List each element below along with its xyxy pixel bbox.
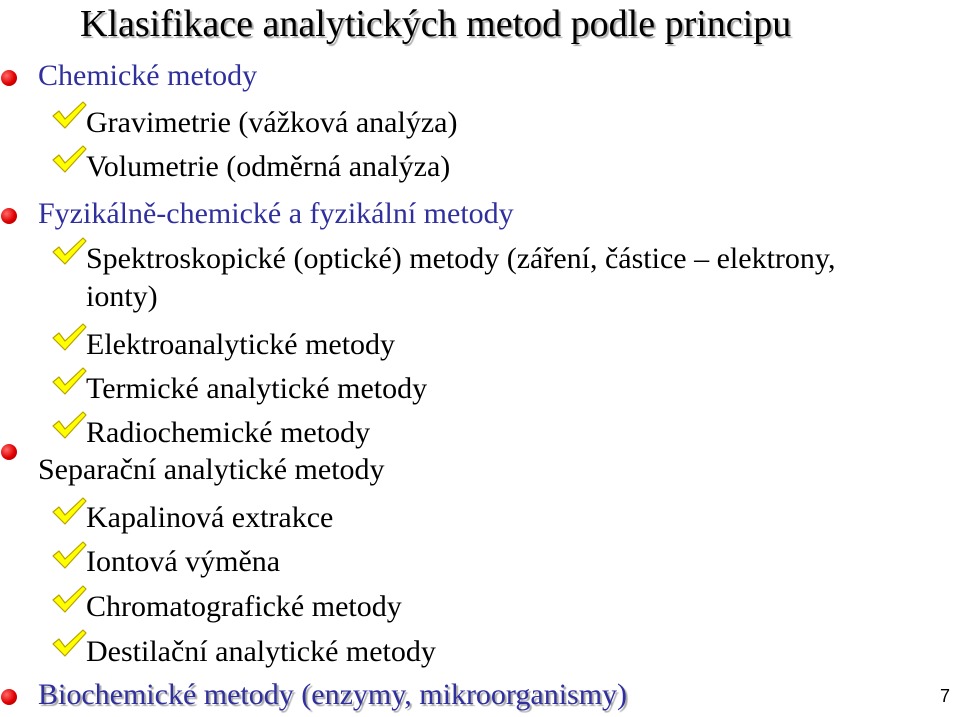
page-number: 7 [939,686,950,706]
checkmark-icon [50,540,88,570]
list-item: Chromatografické metody [86,590,402,623]
checkmark-icon [50,496,88,526]
checkmark-icon [50,236,88,266]
list-item: Iontová výměna [86,545,281,578]
checkmark-icon [50,410,88,440]
checkmark-icon [50,100,88,130]
list-item: Termické analytické metody [86,372,428,405]
slide-title: Klasifikace analytických metod podle principu [80,3,792,45]
checkmark-icon [50,366,88,396]
red-ball-bullet-icon [1,689,17,705]
checkmark-icon [50,628,88,658]
list-item: Destilační analytické metody [86,635,436,668]
section-chemicke [38,58,257,94]
section-fyzikalne-chemicke [38,196,514,232]
list-item: Volumetrie (odměrná analýza) [86,150,451,183]
red-ball-bullet-icon [1,208,17,224]
section-biochemicke [38,677,627,713]
section-label: Fyzikálně-chemické a fyzikální metody [38,197,514,230]
list-item: Spektroskopické (optické) metody (záření, částice – elektrony, [86,242,836,275]
red-ball-bullet-icon [1,444,17,460]
list-item: Gravimetrie (vážková analýza) [86,106,458,139]
section-label: Separační analytické metody [38,453,385,486]
checkmark-icon [50,144,88,174]
list-item: Elektroanalytické metody [86,328,396,361]
section-label: Chemické metody [38,59,258,92]
checkmark-icon [50,584,88,614]
red-ball-bullet-icon [1,70,17,86]
list-item-continuation: ionty) [86,280,158,313]
section-label: Biochemické metody (enzymy, mikroorganismy) [38,678,628,711]
checkmark-icon [50,322,88,352]
list-item: Radiochemické metody [86,416,371,449]
list-item: Kapalinová extrakce [86,501,334,534]
section-separacni [38,452,385,488]
